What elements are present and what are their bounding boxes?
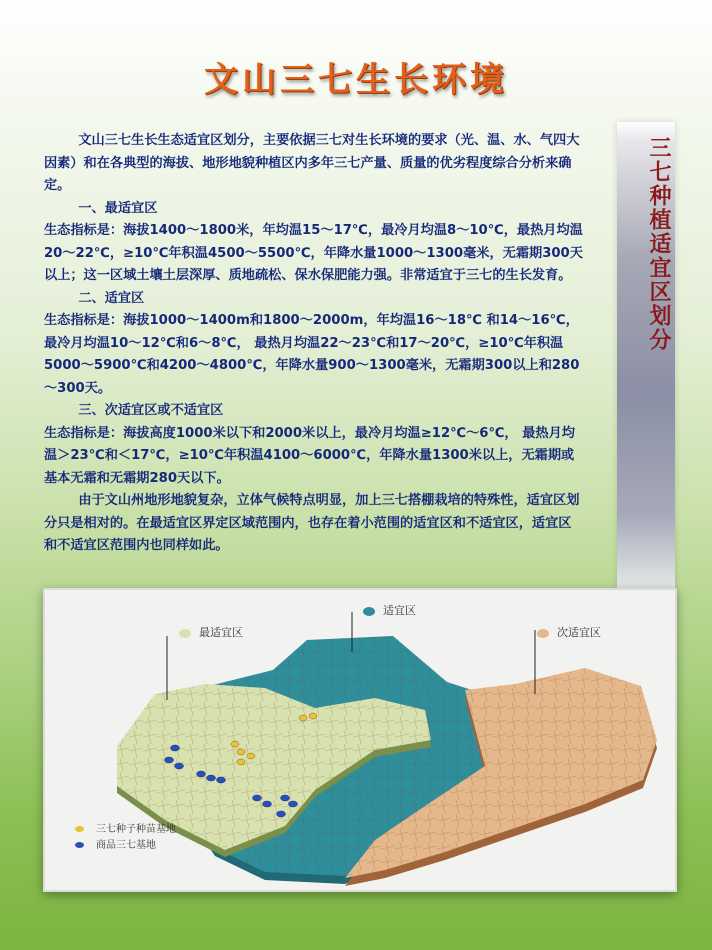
section-heading-best: 一、最适宜区 [78, 200, 158, 216]
best-zone-label: 最适宜区 [199, 626, 243, 639]
label-less-zone [537, 624, 601, 640]
commodity-legend-label: 商品三七基地 [96, 840, 156, 851]
sidebar-label: 三七种植适宜区划分 [646, 136, 672, 352]
suitable-zone-swatch [363, 607, 375, 616]
closing-paragraph: 由于文山州地形地貌复杂，立体气候特点明显，加上三七搭棚栽培的特殊性，适宜区划分只是相对的。在最适宜区界定区域范围内，也存在着小范围的适宜区和不适宜区，适宜区和不适宜区范围内也同样如此。 [44, 493, 580, 553]
label-best-zone [179, 624, 243, 640]
sidebar-banner [617, 122, 675, 612]
zone-map [43, 588, 677, 892]
section-body-suitable: 生态指标是：海拔1000～1400m和1800～2000m，年均温16～18℃ 和14～16℃，最冷月均温10～12℃和6～8℃， 最热月均温22～23℃和17～20℃，≥10℃年积温5000～5900℃和4200～4800℃，年降水量900～1300毫米，无霜期300以上和280～300天。 [44, 313, 580, 396]
page-title: 文山三七生长环境 [204, 60, 508, 100]
suitable-zone-label: 适宜区 [383, 604, 416, 617]
content-text [44, 130, 584, 558]
section-body-less: 生态指标是：海拔高度1000米以下和2000米以上，最冷月均温≥12℃～6℃， 最热月均温＞23℃和＜17℃，≥10℃年积温4100～6000℃，年降水量1300米以上，无霜期或基本无霜和无霜期280天以下。 [44, 425, 575, 486]
intro-paragraph: 文山三七生长生态适宜区划分，主要依据三七对生长环境的要求（光、温、水、气四大因素）和在各典型的海拔、地形地貌种植区内多年三七产量、质量的优劣程度综合分析来确定。 [44, 133, 580, 193]
section-body-best: 生态指标是：海拔1400～1800米，年均温15～17℃，最冷月均温8～10℃，最热月均温20～22℃，≥10℃年积温4500～5500℃，年降水量1000～1300毫米，无霜期300天以上；这一区域土壤土层深厚、质地疏松、保水保肥能力强。非常适宜于三七的生长发育。 [44, 223, 583, 283]
seed-legend-label: 三七种子种苗基地 [96, 824, 176, 835]
seed-legend-dot [75, 826, 84, 832]
best-zone-swatch [179, 629, 191, 638]
legend-seed [75, 820, 176, 835]
section-heading-suitable: 二、适宜区 [78, 290, 145, 306]
legend-commodity [75, 836, 156, 851]
label-suitable-zone [363, 602, 416, 618]
commodity-legend-dot [75, 842, 84, 848]
less-zone-swatch [537, 629, 549, 638]
less-zone-label: 次适宜区 [557, 626, 601, 639]
section-heading-less: 三、次适宜区或不适宜区 [78, 403, 224, 418]
